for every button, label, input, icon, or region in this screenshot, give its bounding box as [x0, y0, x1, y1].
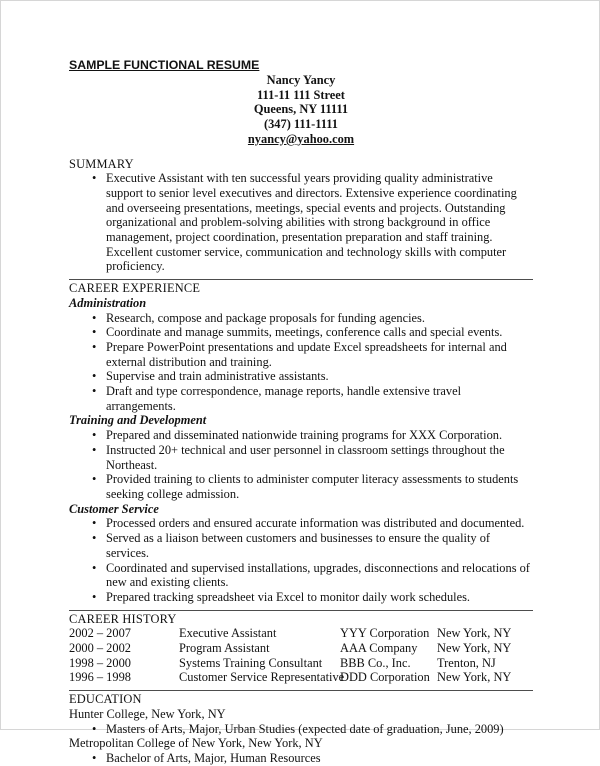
summary-section — [69, 157, 533, 275]
history-row — [69, 641, 533, 656]
section-divider — [69, 610, 533, 611]
history-company: BBB Co., Inc. — [340, 655, 411, 670]
history-location: Trenton, NJ — [437, 655, 496, 670]
career-experience-section — [69, 281, 533, 604]
section-heading-summary: SUMMARY — [69, 156, 134, 171]
contact-name: Nancy Yancy — [266, 73, 336, 87]
history-years: 2000 – 2002 — [69, 641, 131, 656]
career-history-section — [69, 612, 533, 686]
history-title: Program Assistant — [179, 641, 270, 656]
history-years: 2002 – 2007 — [69, 626, 131, 641]
career-history-table — [69, 626, 533, 685]
history-title: Customer Service Representative — [179, 670, 345, 685]
experience-bullet: • Served as a liaison between customers and businesses to ensure the quality of services. — [69, 531, 533, 560]
experience-bullet: • Provided training to clients to administer computer literacy assessments to students seeking college admission. — [69, 472, 533, 501]
section-divider — [69, 690, 533, 691]
history-company: AAA Company — [340, 641, 418, 656]
section-divider — [69, 279, 533, 280]
experience-bullet: • Research, compose and package proposals for funding agencies. — [69, 311, 533, 326]
history-company: DDD Corporation — [340, 670, 430, 685]
history-title: Executive Assistant — [179, 626, 277, 641]
experience-bullet: • Prepare PowerPoint presentations and update Excel spreadsheets for internal and external distribution and training. — [69, 340, 533, 369]
contact-phone: (347) 111-1111 — [263, 117, 338, 132]
history-row — [69, 626, 533, 641]
contact-block — [69, 73, 533, 147]
experience-bullet: • Processed orders and ensured accurate information was distributed and documented. — [69, 516, 533, 531]
section-heading-education: EDUCATION — [69, 692, 142, 707]
history-location: New York, NY — [437, 670, 512, 685]
education-bullet: • Masters of Arts, Major, Urban Studies (expected date of graduation, June, 2009) — [69, 722, 533, 737]
school-name: Metropolitan College of New York, New York, NY — [69, 736, 323, 751]
contact-street: 111-11 111 Street — [257, 87, 345, 102]
history-row — [69, 656, 533, 671]
resume-title: SAMPLE FUNCTIONAL RESUME — [69, 58, 260, 72]
experience-bullet: • Coordinated and supervised installations, upgrades, disconnections and relocations of new and existing clients. — [69, 561, 533, 590]
subsection-heading-training-development: Training and Development — [69, 413, 207, 428]
contact-email-link[interactable]: nyancy@yahoo.com — [247, 131, 355, 146]
history-company: YYY Corporation — [340, 626, 430, 641]
experience-bullet: • Instructed 20+ technical and user personnel in classroom settings throughout the Northeast. — [69, 443, 533, 472]
subsection-heading-administration: Administration — [69, 295, 147, 310]
history-title: Systems Training Consultant — [179, 655, 323, 670]
subsection-heading-customer-service: Customer Service — [69, 501, 159, 516]
education-bullet: • Bachelor of Arts, Major, Human Resources — [69, 751, 533, 766]
experience-bullet: • Draft and type correspondence, manage reports, handle extensive travel arrangements. — [69, 384, 533, 413]
history-location: New York, NY — [437, 626, 512, 641]
section-heading-career-experience: CAREER EXPERIENCE — [69, 281, 201, 296]
experience-bullet: • Coordinate and manage summits, meetings, conference calls and special events. — [69, 325, 533, 340]
experience-bullet: • Prepared tracking spreadsheet via Excel to monitor daily work schedules. — [69, 590, 533, 605]
contact-city: Queens, NY 11111 — [253, 102, 349, 117]
summary-bullet: • Executive Assistant with ten successful years providing quality administrative support to senior level executives and directors. Extensive experience coordinating and overseeing presentations, meetings, special events and projects. Outstanding organizational and problem-solving abilities with strong background in office management, project coordination, presentation preparation and staff training. Excellent customer service, communication and technology skills with computer proficiency. — [69, 171, 533, 274]
history-location: New York, NY — [437, 641, 512, 656]
section-heading-career-history: CAREER HISTORY — [69, 611, 177, 626]
history-years: 1998 – 2000 — [69, 655, 131, 670]
history-years: 1996 – 1998 — [69, 670, 131, 685]
education-section — [69, 692, 533, 766]
experience-bullet: • Prepared and disseminated nationwide training programs for XXX Corporation. — [69, 428, 533, 443]
school-name: Hunter College, New York, NY — [69, 706, 226, 721]
history-row — [69, 670, 533, 685]
experience-bullet: • Supervise and train administrative assistants. — [69, 369, 533, 384]
